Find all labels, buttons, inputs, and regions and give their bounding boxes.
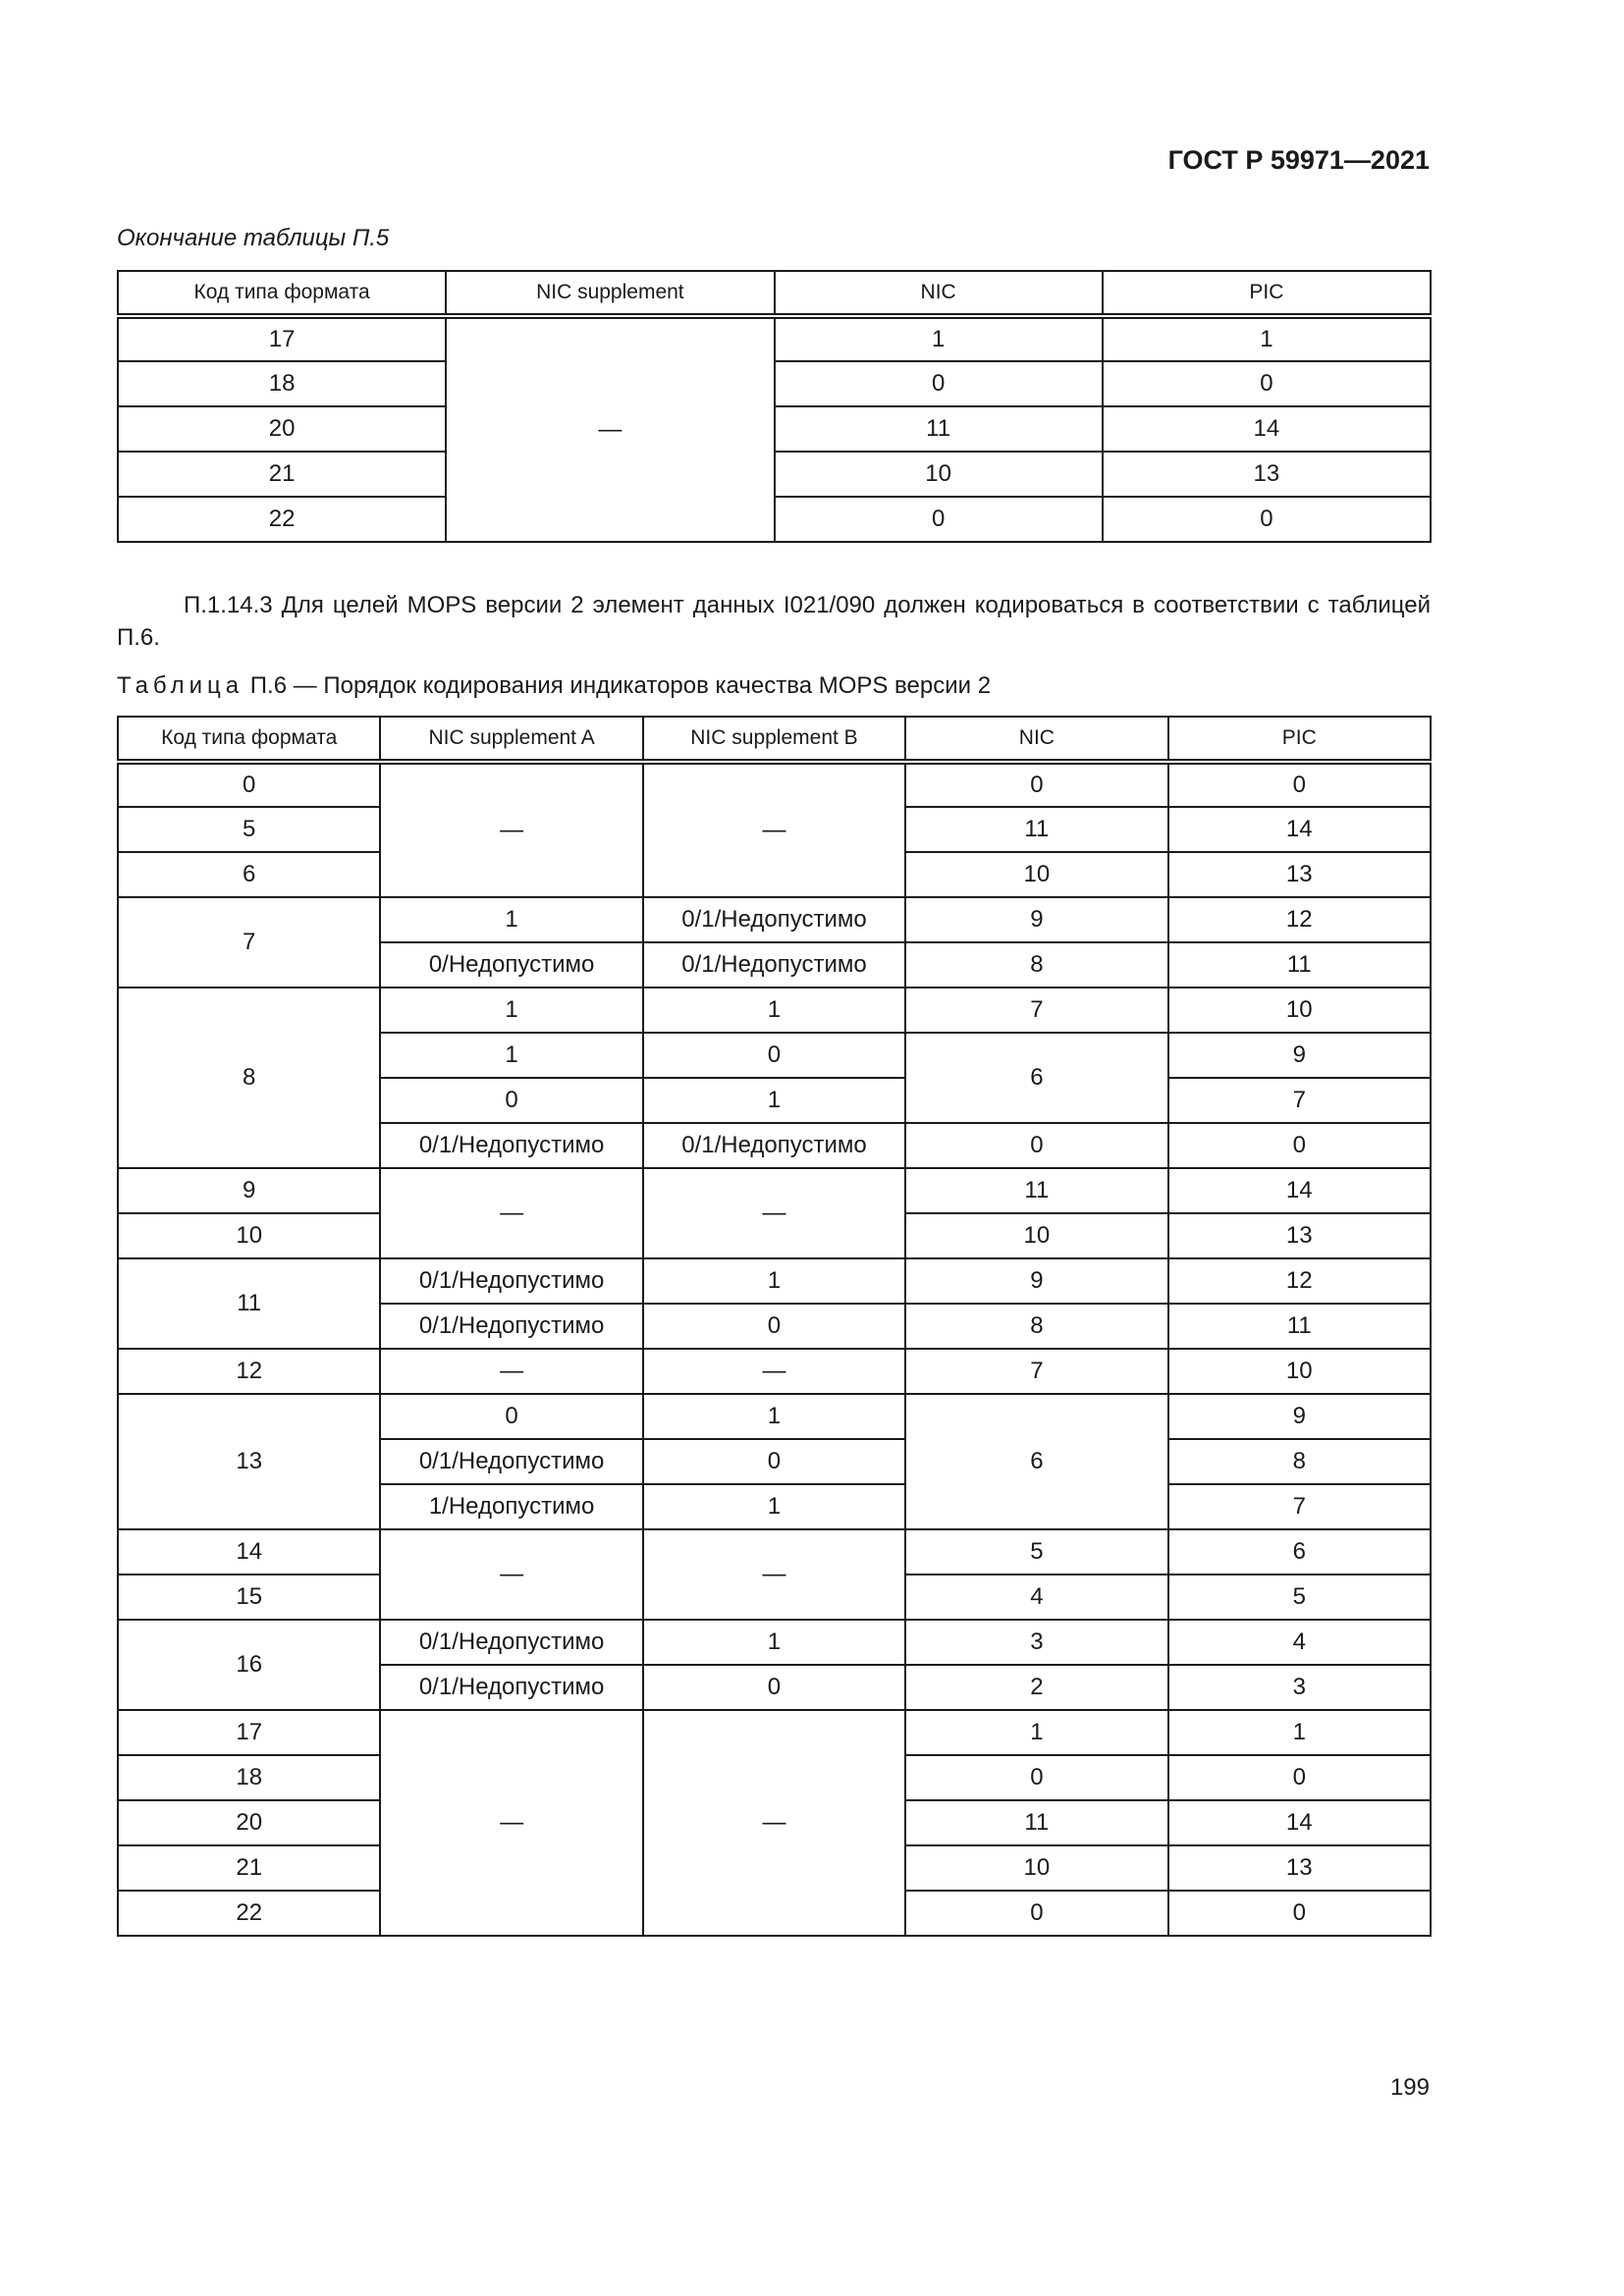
nic-supplement-b-cell: —	[643, 762, 905, 897]
nic-cell: 11	[905, 807, 1167, 852]
format-code-cell: 12	[118, 1349, 380, 1394]
nic-cell: 8	[905, 1304, 1167, 1349]
format-code-cell: 18	[118, 361, 446, 406]
nic-cell: 11	[905, 1800, 1167, 1845]
pic-cell: 3	[1168, 1665, 1431, 1710]
nic-cell: 0	[905, 1123, 1167, 1168]
table-6-header-row	[118, 717, 1431, 762]
table-title-text: П.6 — Порядок кодирования индикаторов качества MOPS версии 2	[249, 672, 992, 699]
nic-supplement-b-cell: 1	[643, 1394, 905, 1439]
nic-supplement-a-cell: 0/1/Недопустимо	[380, 1258, 642, 1304]
format-code-cell: 5	[118, 807, 380, 852]
table-row	[118, 452, 1431, 497]
pic-cell: 6	[1168, 1529, 1431, 1575]
pic-cell: 5	[1168, 1575, 1431, 1620]
nic-supplement-a-cell: 1/Недопустимо	[380, 1484, 642, 1529]
nic-cell: 3	[905, 1620, 1167, 1665]
nic-supplement-a-cell: 1	[380, 1033, 642, 1078]
nic-supplement-b-cell: 0/1/Недопустимо	[643, 897, 905, 942]
format-code-cell: 22	[118, 1891, 380, 1936]
nic-supplement-a-cell: —	[380, 1529, 642, 1620]
table-row	[118, 1620, 1431, 1665]
nic-cell: 4	[905, 1575, 1167, 1620]
nic-supplement-b-cell: 1	[643, 1258, 905, 1304]
format-code-cell: 21	[118, 452, 446, 497]
table-row	[118, 762, 1431, 807]
nic-cell: 11	[775, 406, 1103, 452]
pic-cell: 13	[1168, 1213, 1431, 1258]
nic-supplement-a-cell: 0	[380, 1394, 642, 1439]
table-row	[118, 897, 1431, 942]
table-row	[118, 497, 1431, 542]
nic-cell: 10	[905, 1213, 1167, 1258]
nic-cell: 2	[905, 1665, 1167, 1710]
column-header: NIC supplement B	[643, 717, 905, 762]
pic-cell: 13	[1168, 1845, 1431, 1891]
pic-cell: 14	[1168, 1800, 1431, 1845]
nic-supplement-a-cell: 0/1/Недопустимо	[380, 1665, 642, 1710]
format-code-cell: 10	[118, 1213, 380, 1258]
format-code-cell: 20	[118, 1800, 380, 1845]
nic-supplement-a-cell: 0/1/Недопустимо	[380, 1304, 642, 1349]
format-code-cell: 17	[118, 1710, 380, 1755]
nic-supplement-a-cell: —	[380, 1710, 642, 1936]
table-5-header-row	[118, 271, 1431, 316]
nic-supplement-b-cell: 0	[643, 1033, 905, 1078]
table-row	[118, 1394, 1431, 1439]
format-code-cell: 7	[118, 897, 380, 988]
table-row	[118, 988, 1431, 1033]
column-header: PIC	[1103, 271, 1431, 316]
pic-cell: 11	[1168, 942, 1431, 988]
nic-supplement-b-cell: 1	[643, 988, 905, 1033]
pic-cell: 7	[1168, 1078, 1431, 1123]
nic-supplement-b-cell: 0/1/Недопустимо	[643, 942, 905, 988]
nic-supplement-cell: —	[446, 316, 774, 542]
nic-cell: 9	[905, 897, 1167, 942]
nic-supplement-b-cell: 1	[643, 1620, 905, 1665]
format-code-cell: 22	[118, 497, 446, 542]
format-code-cell: 17	[118, 316, 446, 361]
nic-supplement-b-cell: 0/1/Недопустимо	[643, 1123, 905, 1168]
nic-cell: 11	[905, 1168, 1167, 1213]
table-row	[118, 1529, 1431, 1575]
page-number: 199	[1389, 2074, 1430, 2101]
nic-supplement-a-cell: 0/1/Недопустимо	[380, 1620, 642, 1665]
table-row	[118, 1258, 1431, 1304]
nic-supplement-b-cell: 0	[643, 1439, 905, 1484]
nic-cell: 7	[905, 1349, 1167, 1394]
format-code-cell: 0	[118, 762, 380, 807]
pic-cell: 9	[1168, 1394, 1431, 1439]
table-5-caption: Окончание таблицы П.5	[117, 225, 390, 251]
pic-cell: 4	[1168, 1620, 1431, 1665]
pic-cell: 14	[1103, 406, 1431, 452]
nic-cell: 0	[905, 1755, 1167, 1800]
nic-supplement-a-cell: —	[380, 762, 642, 897]
column-header: NIC supplement A	[380, 717, 642, 762]
column-header: NIC	[905, 717, 1167, 762]
nic-cell: 0	[905, 762, 1167, 807]
nic-cell: 5	[905, 1529, 1167, 1575]
format-code-cell: 18	[118, 1755, 380, 1800]
table-row	[118, 361, 1431, 406]
nic-supplement-a-cell: —	[380, 1168, 642, 1258]
format-code-cell: 16	[118, 1620, 380, 1710]
table-row	[118, 316, 1431, 361]
pic-cell: 12	[1168, 897, 1431, 942]
pic-cell: 14	[1168, 807, 1431, 852]
format-code-cell: 13	[118, 1394, 380, 1529]
nic-supplement-b-cell: 0	[643, 1665, 905, 1710]
nic-supplement-b-cell: 1	[643, 1484, 905, 1529]
format-code-cell: 14	[118, 1529, 380, 1575]
nic-supplement-a-cell: 0/Недопустимо	[380, 942, 642, 988]
table-row	[118, 1710, 1431, 1755]
table-5	[117, 270, 1432, 543]
nic-cell: 0	[775, 361, 1103, 406]
pic-cell: 10	[1168, 988, 1431, 1033]
table-row	[118, 1168, 1431, 1213]
nic-supplement-a-cell: —	[380, 1349, 642, 1394]
nic-cell: 1	[905, 1710, 1167, 1755]
pic-cell: 13	[1168, 852, 1431, 897]
pic-cell: 0	[1103, 361, 1431, 406]
nic-cell: 1	[775, 316, 1103, 361]
format-code-cell: 8	[118, 988, 380, 1168]
pic-cell: 14	[1168, 1168, 1431, 1213]
table-6-title	[117, 672, 991, 700]
pic-cell: 11	[1168, 1304, 1431, 1349]
column-header: Код типа формата	[118, 717, 380, 762]
pic-cell: 7	[1168, 1484, 1431, 1529]
nic-cell: 10	[905, 852, 1167, 897]
column-header: NIC supplement	[446, 271, 774, 316]
pic-cell: 8	[1168, 1439, 1431, 1484]
nic-supplement-b-cell: —	[643, 1349, 905, 1394]
pic-cell: 0	[1168, 762, 1431, 807]
pic-cell: 0	[1168, 1891, 1431, 1936]
table-6	[117, 716, 1432, 1937]
paragraph-p-1-14-3: П.1.14.3 Для целей MOPS версии 2 элемент данных I021/090 должен кодироваться в соответствии с таблицей П.6.	[117, 592, 1431, 651]
pic-cell: 0	[1168, 1755, 1431, 1800]
column-header: PIC	[1168, 717, 1431, 762]
nic-supplement-a-cell: 1	[380, 897, 642, 942]
nic-cell: 9	[905, 1258, 1167, 1304]
nic-supplement-a-cell: 1	[380, 988, 642, 1033]
nic-supplement-a-cell: 0/1/Недопустимо	[380, 1123, 642, 1168]
pic-cell: 10	[1168, 1349, 1431, 1394]
pic-cell: 0	[1103, 497, 1431, 542]
format-code-cell: 11	[118, 1258, 380, 1349]
nic-supplement-b-cell: 0	[643, 1304, 905, 1349]
format-code-cell: 9	[118, 1168, 380, 1213]
nic-cell: 0	[905, 1891, 1167, 1936]
table-row	[118, 406, 1431, 452]
table-row	[118, 1349, 1431, 1394]
nic-supplement-b-cell: —	[643, 1529, 905, 1620]
column-header: NIC	[775, 271, 1103, 316]
format-code-cell: 21	[118, 1845, 380, 1891]
nic-supplement-a-cell: 0	[380, 1078, 642, 1123]
pic-cell: 12	[1168, 1258, 1431, 1304]
nic-supplement-a-cell: 0/1/Недопустимо	[380, 1439, 642, 1484]
nic-cell: 8	[905, 942, 1167, 988]
column-header: Код типа формата	[118, 271, 446, 316]
nic-supplement-b-cell: —	[643, 1710, 905, 1936]
pic-cell: 13	[1103, 452, 1431, 497]
pic-cell: 9	[1168, 1033, 1431, 1078]
format-code-cell: 15	[118, 1575, 380, 1620]
nic-cell: 7	[905, 988, 1167, 1033]
nic-cell: 6	[905, 1033, 1167, 1123]
format-code-cell: 6	[118, 852, 380, 897]
nic-cell: 10	[775, 452, 1103, 497]
pic-cell: 0	[1168, 1123, 1431, 1168]
nic-cell: 6	[905, 1394, 1167, 1529]
nic-supplement-b-cell: 1	[643, 1078, 905, 1123]
standard-header: ГОСТ Р 59971—2021	[1167, 145, 1430, 175]
pic-cell: 1	[1168, 1710, 1431, 1755]
pic-cell: 1	[1103, 316, 1431, 361]
nic-supplement-b-cell: —	[643, 1168, 905, 1258]
nic-cell: 10	[905, 1845, 1167, 1891]
format-code-cell: 20	[118, 406, 446, 452]
table-label: Таблица	[117, 672, 244, 699]
nic-cell: 0	[775, 497, 1103, 542]
